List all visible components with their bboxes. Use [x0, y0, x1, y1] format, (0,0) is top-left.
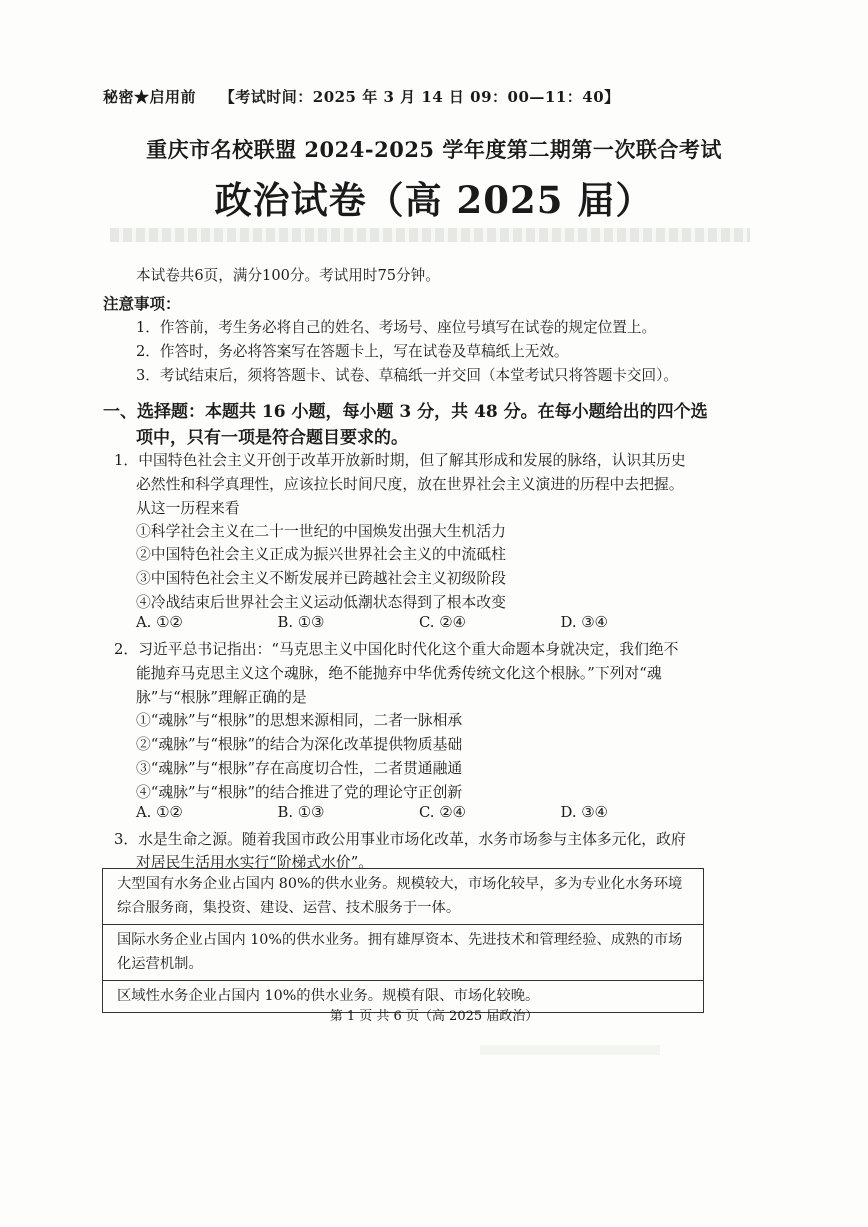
question-2-item: ④“魂脉”与“根脉”的结合推进了党的理论守正创新 — [136, 784, 463, 801]
option-d[interactable]: D. ③④ — [560, 614, 608, 631]
section-heading-cont: 项中，只有一项是符合题目要求的。 — [136, 428, 408, 448]
exam-title: 政治试卷（高 2025 届） — [214, 178, 654, 222]
exam-header — [103, 86, 620, 107]
question-1-item: ③中国特色社会主义不断发展并已跨越社会主义初级阶段 — [136, 570, 506, 587]
option-a[interactable]: A. ①② — [136, 614, 183, 631]
secret-label: 秘密★启用前 — [103, 88, 197, 106]
question-1-item: ②中国特色社会主义正成为振兴世界社会主义的中流砥柱 — [136, 546, 506, 563]
table-row — [103, 869, 704, 925]
option-b[interactable]: B. ①③ — [277, 614, 325, 631]
exam-subtitle: 重庆市名校联盟 2024-2025 学年度第二期第一次联合考试 — [146, 137, 722, 162]
option-a[interactable]: A. ①② — [136, 804, 183, 821]
question-1-text: 1．中国特色社会主义开创于改革开放新时期，但了解其形成和发展的脉络，认识其历史 — [114, 452, 686, 469]
option-c[interactable]: C. ②④ — [419, 804, 466, 821]
notes-heading: 注意事项： — [103, 294, 181, 313]
option-d[interactable]: D. ③④ — [560, 804, 608, 821]
note-item: 1．作答前，考生务必将自己的姓名、考场号、座位号填写在试卷的规定位置上。 — [136, 319, 657, 336]
question-2-text: 2．习近平总书记指出：“马克思主义中国化时代化这个重大命题本身就决定，我们绝不 — [114, 641, 679, 658]
question-1-text: 从这一历程来看 — [136, 500, 240, 517]
table-row — [103, 925, 704, 981]
question-3-text: 对居民生活用水实行“阶梯式水价”。 — [136, 854, 374, 871]
question-2-item: ②“魂脉”与“根脉”的结合为深化改革提供物质基础 — [136, 736, 463, 753]
question-1-options — [136, 614, 702, 631]
note-item: 3．考试结束后，须将答题卡、试卷、草稿纸一并交回（本堂考试只将答题卡交回）。 — [136, 367, 678, 384]
water-enterprise-table — [102, 868, 704, 1013]
question-2-options — [136, 804, 702, 821]
table-cell: 大型国有水务企业占国内 80%的供水业务。规模较大，市场化较早，多为专业化水务环境综合服务商，集投资、建设、运营、技术服务于一体。 — [103, 869, 704, 925]
question-2-item: ③“魂脉”与“根脉”存在高度切合性，二者贯通融通 — [136, 760, 463, 777]
question-2-text: 脉”与“根脉”理解正确的是 — [136, 689, 307, 706]
scan-mark — [480, 1045, 660, 1055]
question-2-item: ①“魂脉”与“根脉”的思想来源相同，二者一脉相承 — [136, 712, 463, 729]
table-cell: 国际水务企业占国内 10%的供水业务。拥有雄厚资本、先进技术和管理经验、成熟的市场化运营机制。 — [103, 925, 704, 981]
table-cell: 区域性水务企业占国内 10%的供水业务。规模有限、市场化较晚。 — [103, 981, 704, 1013]
question-1-item: ④冷战结束后世界社会主义运动低潮状态得到了根本改变 — [136, 594, 506, 611]
question-1-item: ①科学社会主义在二十一世纪的中国焕发出强大生机活力 — [136, 523, 506, 540]
scan-smudge — [110, 228, 750, 242]
page-footer: 第 1 页 共 6 页（高 2025 届政治） — [329, 1009, 539, 1024]
section-heading: 一、选择题：本题共 16 小题，每小题 3 分，共 48 分。在每小题给出的四个选 — [103, 402, 708, 422]
question-3-text: 3．水是生命之源。随着我国市政公用事业市场化改革，水务市场参与主体多元化，政府 — [114, 831, 686, 848]
option-b[interactable]: B. ①③ — [277, 804, 325, 821]
exam-time: 【考试时间：2025 年 3 月 14 日 09：00—11：40】 — [219, 88, 620, 106]
note-item: 2．作答时，务必将答案写在答题卡上，写在试卷及草稿纸上无效。 — [136, 343, 569, 360]
option-c[interactable]: C. ②④ — [419, 614, 466, 631]
question-1-text: 必然性和科学真理性，应该拉长时间尺度，放在世界社会主义演进的历程中去把握。 — [136, 476, 684, 493]
question-2-text: 能抛弃马克思主义这个魂脉，绝不能抛弃中华优秀传统文化这个根脉。”下列对“魂 — [136, 665, 662, 682]
exam-intro: 本试卷共6页，满分100分。考试用时75分钟。 — [136, 267, 440, 284]
